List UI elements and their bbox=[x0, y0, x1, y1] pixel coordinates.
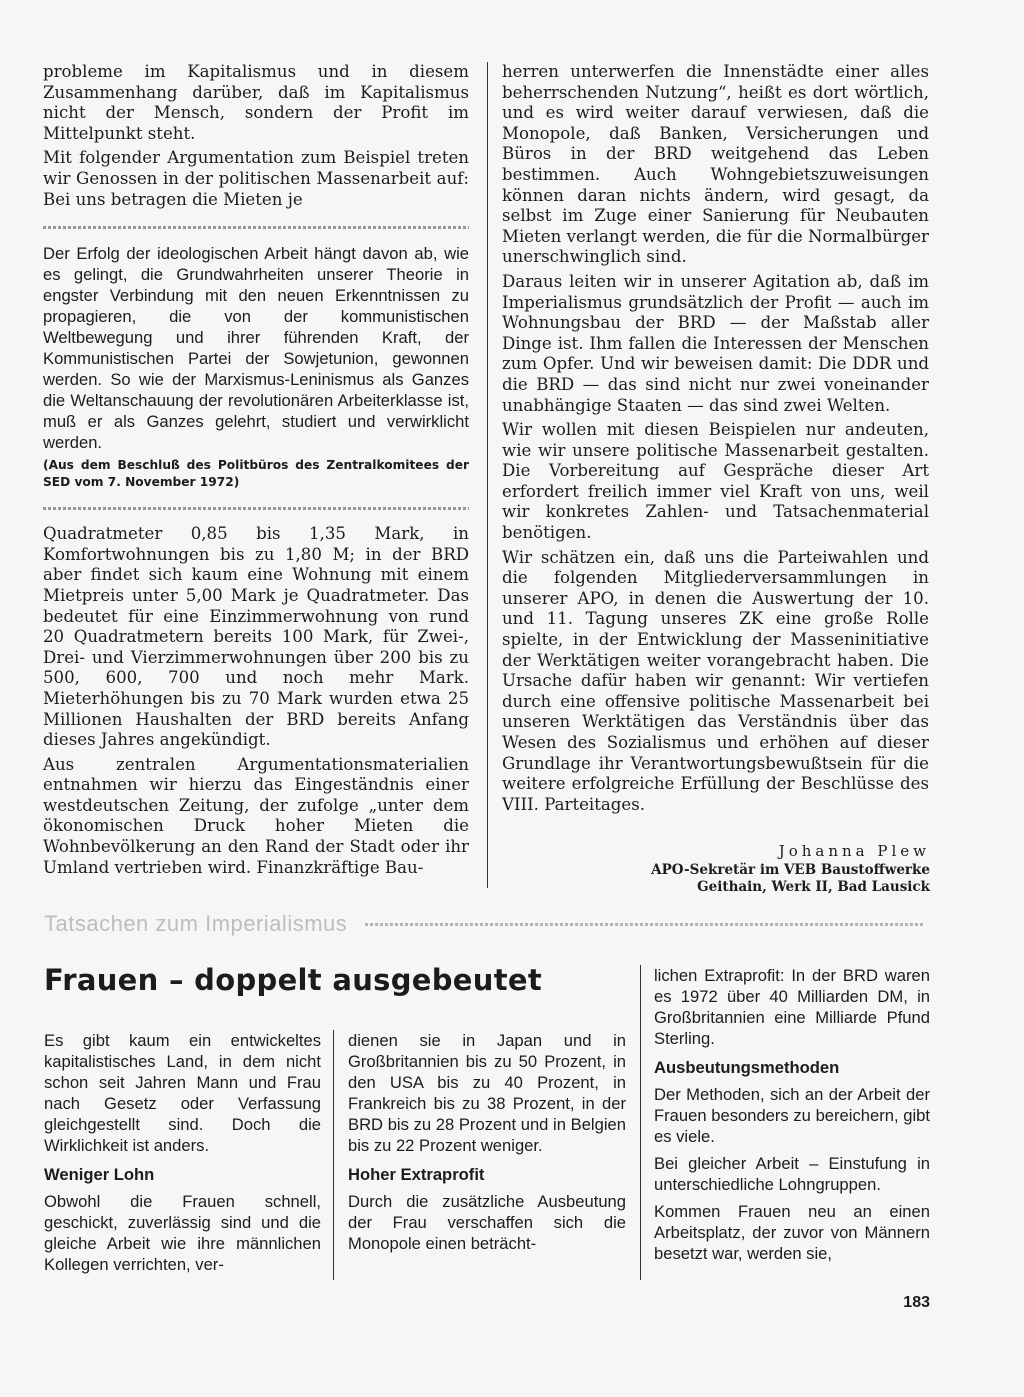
paragraph: Wir schätzen ein, daß uns die Parteiwahlen und die folgenden Mitgliederversammlungen in unserer APO, in denen die Auswertung der 10. und 11. Tagung unseres ZK eine große Rolle spielte, in der Entwicklung der Masseninitiative der Werktätigen weiter vorangebracht haben. Die Ursache dafür haben wir genannt: Wir vertiefen durch eine offensive politische Massenarbeit bei unseren Werktätigen das Verständnis über das Wesen des Sozialismus und erhöhen auf dieser Grundlage ihr Verantwortungsbewußtsein für die weitere erfolgreiche Erfüllung der Beschlüsse des VIII. Parteitages. bbox=[502, 547, 929, 814]
paragraph: Daraus leiten wir in unserer Agitation ab, daß im Imperialismus grundsätzlich der Profit — auch im Wohnungsbau der BRD — der Maßstab aller Dinge ist. Ihm fallen die Interessen der Menschen zum Opfer. Und wir beweisen damit: Die DDR und die BRD — das sind nicht nur zwei voneinander unabhängige Staaten — das sind zwei Welten. bbox=[502, 271, 929, 415]
paragraph: Obwohl die Frauen schnell, geschickt, zuverlässig sind und die gleiche Arbeit wie ihre männlichen Kollegen verrichten, ver- bbox=[44, 1192, 321, 1274]
paragraph: Kommen Frauen neu an einen Arbeitsplatz, der zuvor von Männern besetzt war, werden sie, bbox=[654, 1202, 930, 1263]
paragraph: lichen Extraprofit: In der BRD waren es 1972 über 40 Milliarden DM, in Großbritannien eine Milliarde Pfund Sterling. bbox=[654, 966, 930, 1048]
column-rule bbox=[333, 1030, 334, 1280]
bottom-column-3 bbox=[654, 965, 930, 1270]
quote-source: (Aus dem Beschluß des Politbüros des Zentralkomitees der SED vom 7. November 1972) bbox=[43, 458, 469, 490]
quote-box bbox=[43, 243, 469, 491]
kicker-text: Tatsachen zum Imperialismus bbox=[44, 911, 348, 936]
top-right-column bbox=[502, 62, 929, 819]
paragraph: dienen sie in Japan und in Großbritannien bis zu 50 Prozent, in den USA bis zu 40 Prozent, in Frankreich bis zu 38 Prozent, in der BRD bis zu 28 Prozent und in Belgien bis zu 22 Prozent weniger. bbox=[348, 1031, 626, 1155]
page-number: 183 bbox=[903, 1294, 930, 1311]
author-signature bbox=[651, 843, 930, 896]
paragraph: Durch die zusätzliche Ausbeutung der Frau verschaffen sich die Monopole einen beträcht- bbox=[348, 1192, 626, 1253]
hatched-divider bbox=[43, 507, 469, 510]
bottom-column-2 bbox=[348, 1030, 626, 1260]
top-left-column bbox=[43, 62, 469, 882]
author-name: Johanna Plew bbox=[778, 842, 930, 860]
author-location: Geithain, Werk II, Bad Lausick bbox=[697, 879, 930, 895]
column-rule bbox=[640, 965, 641, 1280]
subheading: Ausbeutungsmethoden bbox=[654, 1058, 840, 1077]
section-kicker bbox=[44, 911, 924, 937]
kicker-line bbox=[365, 923, 924, 926]
paragraph: Bei gleicher Arbeit – Einstufung in unterschiedliche Lohngruppen. bbox=[654, 1154, 930, 1194]
paragraph: herren unterwerfen die Innenstädte einer alles beherrschenden Nutzung“, heißt es dort wörtlich, und es wird weiter darauf verwiesen, daß die Monopole, daß Banken, Versicherungen und Büros in der BRD weitgehend das Leben bestimmen. Auch Wohngebietszuweisungen können daran nichts ändern, wird gesagt, da selbst im Zuge einer Sanierung für Neubauten Mieten verlangt werden, die für die Normalbürger unerschwinglich sind. bbox=[502, 62, 929, 267]
subheading: Hoher Extraprofit bbox=[348, 1165, 485, 1184]
author-role: APO-Sekretär im VEB Baustoffwerke bbox=[651, 862, 930, 878]
bottom-column-1 bbox=[44, 1030, 321, 1281]
subheading: Weniger Lohn bbox=[44, 1165, 155, 1184]
paragraph: Aus zentralen Argumentationsmaterialien entnahmen wir hierzu das Eingeständnis einer westdeutschen Zeitung, der zufolge „unter dem ökonomischen Druck hoher Mieten die Wohnbevölkerung an den Rand der Stadt oder ihr Umland vertrieben wird. Finanzkräftige Bau- bbox=[43, 754, 469, 877]
quote-text: Der Erfolg der ideologischen Arbeit hängt davon ab, wie es gelingt, die Grundwahrheiten unserer Theorie in engster Verbindung mit den neuen Erkenntnissen zu propagieren, die von der kommunistischen Weltbewegung und ihrer führenden Kraft, der Kommunistischen Partei der Sowjetunion, gewonnen werden. So wie der Marxismus-Leninismus als Ganzes die Weltanschauung der revolutionären Arbeiterklasse ist, muß er als Ganzes gelehrt, studiert und verwirklicht werden. bbox=[43, 244, 469, 453]
paragraph: Der Methoden, sich an der Arbeit der Frauen besonders zu bereichern, gibt es viele. bbox=[654, 1085, 930, 1146]
paragraph: Mit folgender Argumentation zum Beispiel treten wir Genossen in der politischen Massenarbeit auf: Bei uns betragen die Mieten je bbox=[43, 148, 469, 209]
paragraph: Quadratmeter 0,85 bis 1,35 Mark, in Komfortwohnungen bis zu 1,80 M; in der BRD aber findet sich kaum eine Wohnung mit einem Mietpreis unter 5,00 Mark je Quadratmeter. Das bedeutet für eine Einzimmerwohnung von rund 20 Quadratmetern bereits 100 Mark, für Zwei-, Drei- und Vierzimmerwohnungen über 200 bis zu 500, 600, 700 und noch mehr Mark. Mieterhöhungen bis zu 70 Mark wurden etwa 25 Millionen Haushalten der BRD bereits Anfang dieses Jahres angekündigt. bbox=[43, 524, 469, 750]
paragraph: probleme im Kapitalismus und in diesem Zusammenhang darüber, daß im Kapitalismus nicht der Mensch, sondern der Profit im Mittelpunkt steht. bbox=[43, 62, 469, 143]
article-headline: Frauen – doppelt ausgebeutet bbox=[44, 963, 543, 997]
paragraph: Es gibt kaum ein entwickeltes kapitalistisches Land, in dem nicht schon seit Jahren Mann und Frau nach Gesetz oder Verfassung gleichgestellt sind. Doch die Wirklichkeit ist anders. bbox=[44, 1031, 321, 1155]
column-rule bbox=[487, 62, 488, 888]
hatched-divider bbox=[43, 226, 469, 229]
paragraph: Wir wollen mit diesen Beispielen nur andeuten, wie wir unsere politische Massenarbeit gestalten. Die Vorbereitung auf Gespräche dieser Art erfordert freilich immer viel Kraft von uns, weil wir konkretes Zahlen- und Tatsachenmaterial benötigen. bbox=[502, 420, 929, 543]
